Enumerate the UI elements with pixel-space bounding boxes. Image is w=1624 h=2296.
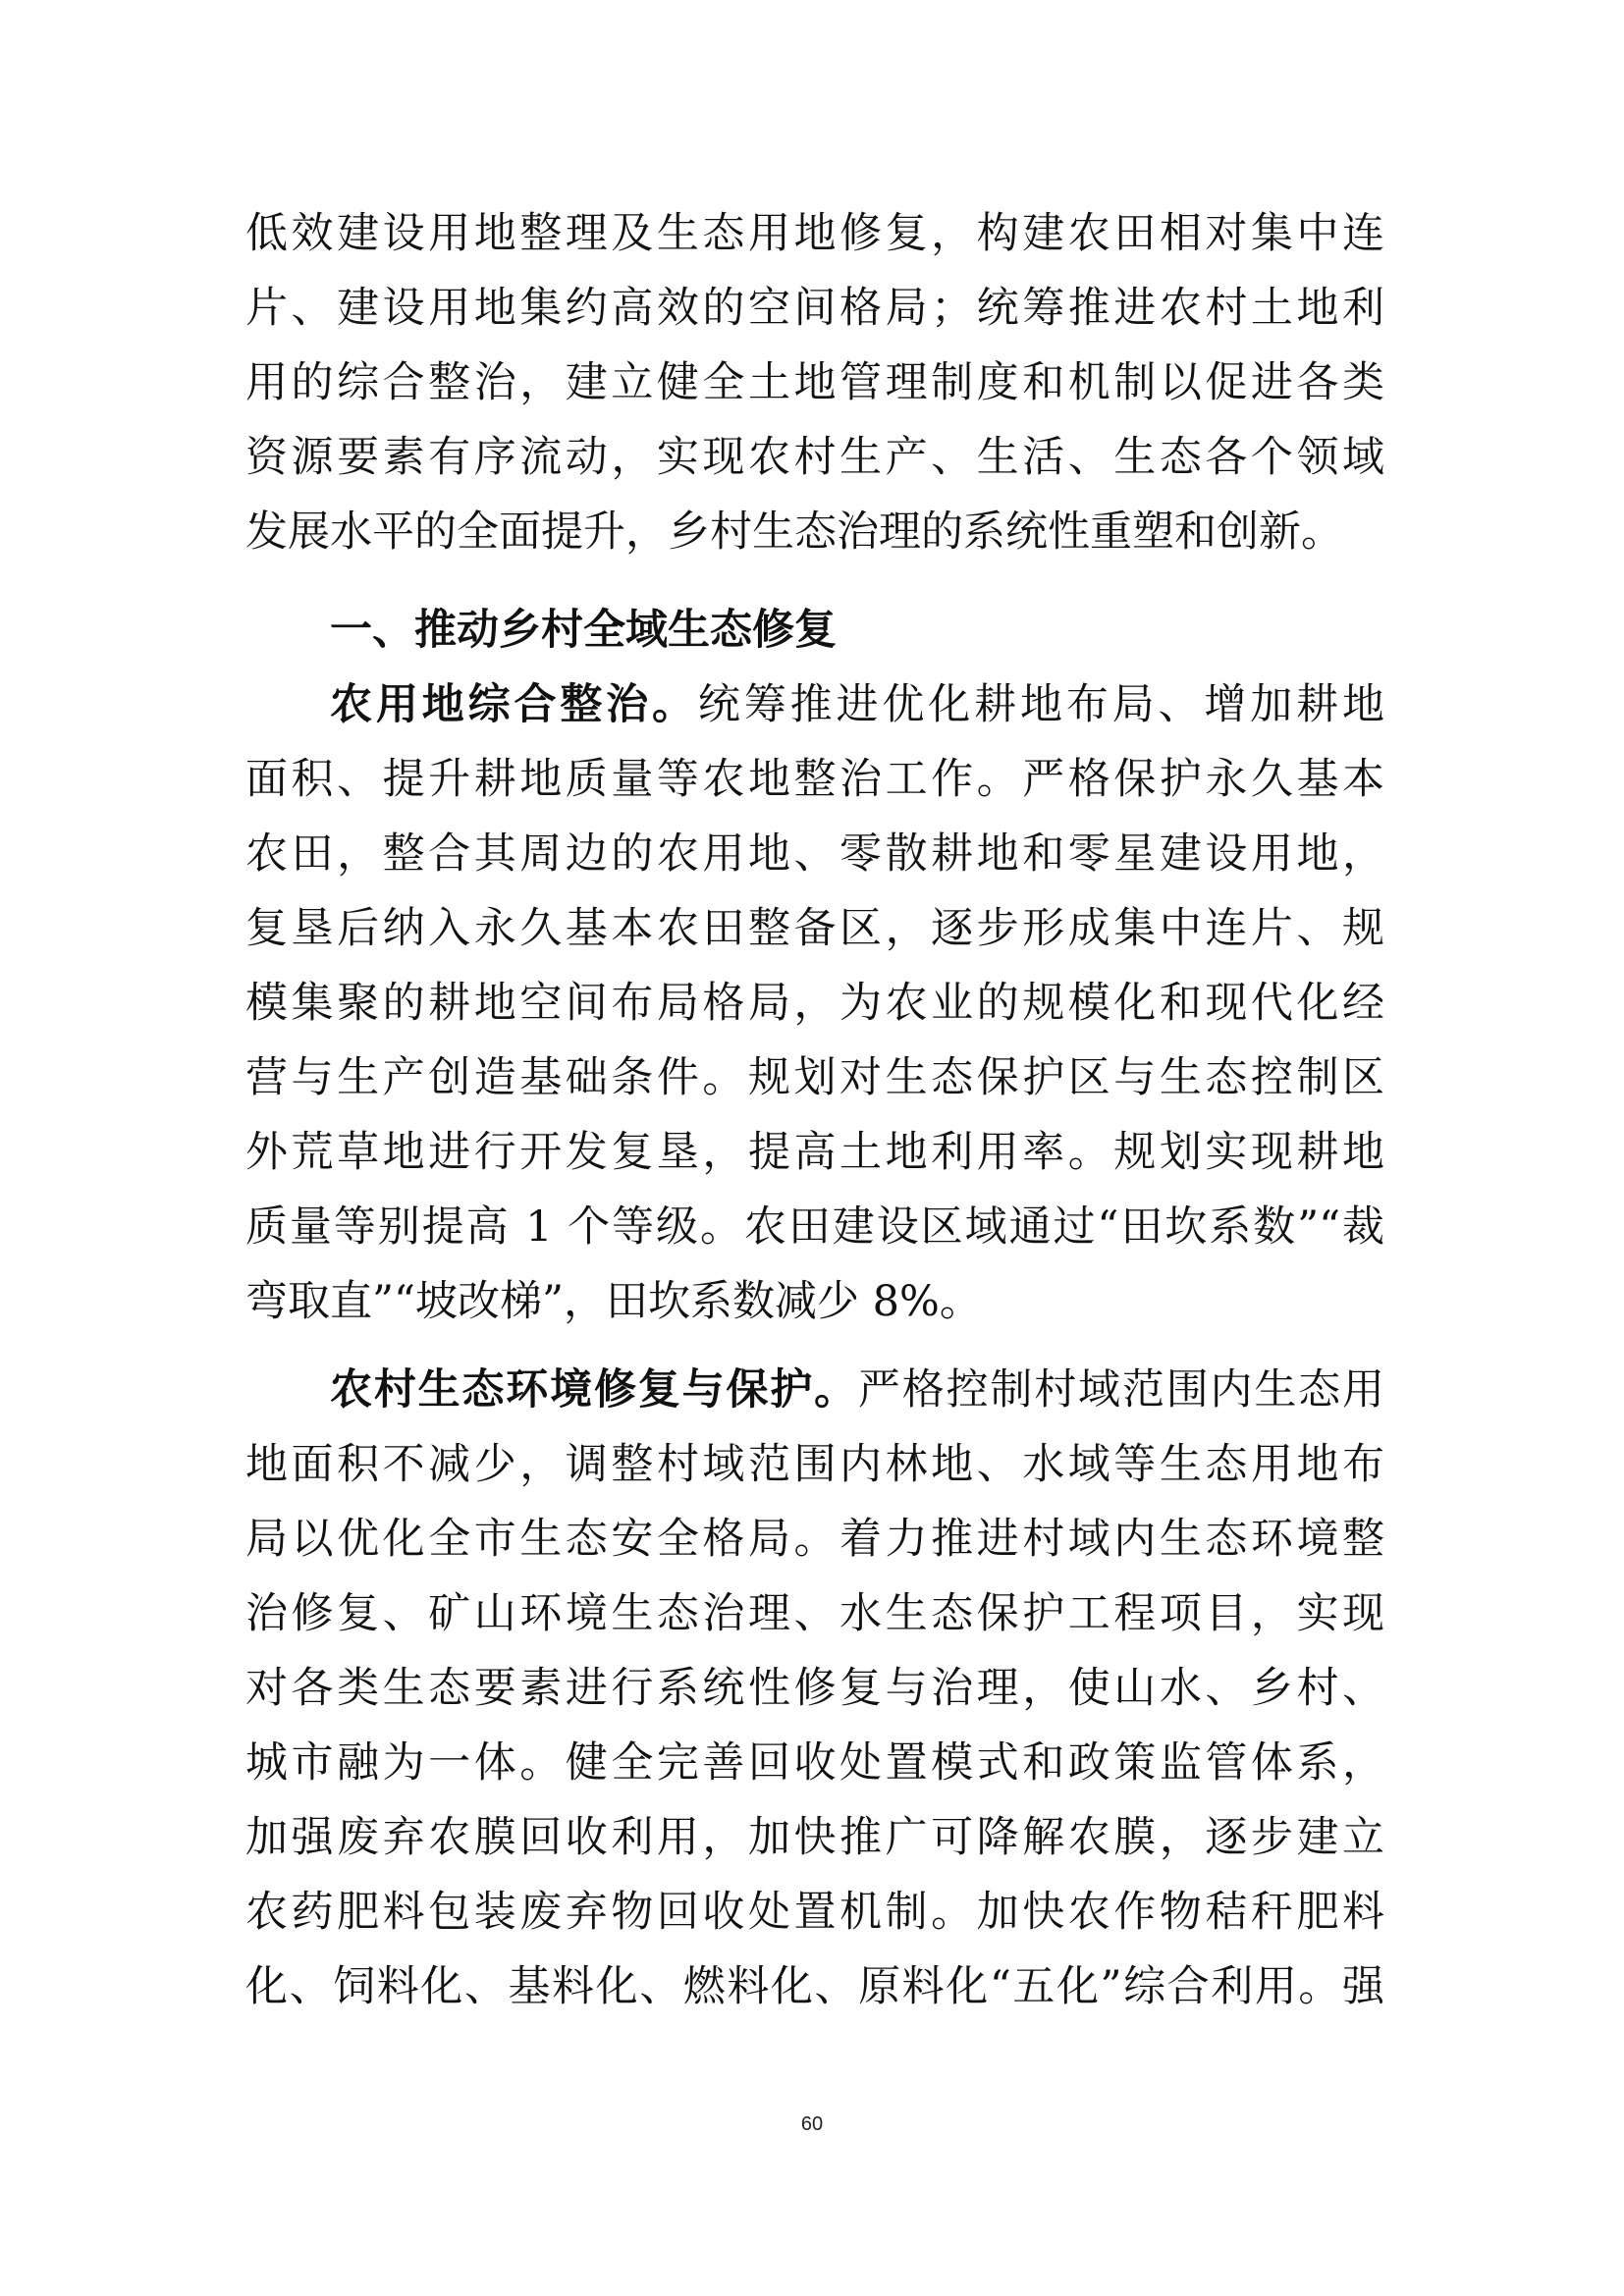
paragraph-first-line: [330, 1353, 1384, 1427]
body-text-line: 资源要素有序流动，实现农村生产、生活、生态各个领域: [245, 433, 1384, 482]
section-heading: 一、推动乡村全域生态修复: [330, 606, 837, 655]
body-text-line: 化、饲料化、基料化、燃料化、原料化“五化”综合利用。强: [245, 1962, 1384, 2011]
body-text-line: 治修复、矿山环境生态治理、水生态保护工程项目，实现: [245, 1589, 1384, 1638]
body-text-line: 农药肥料包装废弃物回收处置机制。加快农作物秸秆肥料: [245, 1888, 1384, 1937]
body-text-line: 面积、提升耕地质量等农地整治工作。严格保护永久基本: [245, 755, 1384, 804]
paragraph-lead-rest: 统筹推进优化耕地布局、增加耕地: [697, 680, 1385, 729]
body-text-line: 低效建设用地整理及生态用地修复，构建农田相对集中连: [245, 209, 1384, 258]
paragraph-lead-rest: 严格控制村域范围内生态用: [857, 1365, 1385, 1415]
paragraph-first-line: [330, 667, 1384, 742]
paragraph-lead-title: 农村生态环境修复与保护。: [330, 1365, 858, 1415]
body-text-line: 营与生产创造基础条件。规划对生态保护区与生态控制区: [245, 1053, 1384, 1102]
body-text-line: 用的综合整治，建立健全土地管理制度和机制以促进各类: [245, 358, 1384, 407]
page-number: 60: [800, 2113, 824, 2135]
body-text-line: 外荒草地进行开发复垦，提高土地利用率。规划实现耕地: [245, 1128, 1384, 1177]
body-text-line: 农田，整合其周边的农用地、零散耕地和零星建设用地，: [245, 829, 1384, 879]
body-text-line: 片、建设用地集约高效的空间格局；统筹推进农村土地利: [245, 284, 1384, 333]
body-text-line: 加强废弃农膜回收利用，加快推广可降解农膜，逐步建立: [245, 1813, 1384, 1862]
body-text-line: 局以优化全市生态安全格局。着力推进村域内生态环境整: [245, 1515, 1384, 1564]
body-text-line: 模集聚的耕地空间布局格局，为农业的规模化和现代化经: [245, 979, 1384, 1028]
body-text-line: 弯取直”“坡改梯”，田坎系数减少 8%。: [245, 1277, 982, 1326]
body-text-line: 地面积不减少，调整村域范围内林地、水域等生态用地布: [245, 1440, 1384, 1489]
paragraph-lead-title: 农用地综合整治。: [330, 680, 698, 729]
body-text-line: 质量等别提高 1 个等级。农田建设区域通过“田坎系数”“裁: [245, 1202, 1384, 1252]
body-text-line: 发展水平的全面提升，乡村生态治理的系统性重塑和创新。: [245, 507, 1343, 557]
body-text-line: 复垦后纳入永久基本农田整备区，逐步形成集中连片、规: [245, 904, 1384, 953]
body-text-line: 城市融为一体。健全完善回收处置模式和政策监管体系，: [245, 1738, 1384, 1788]
body-text-line: 对各类生态要素进行系统性修复与治理，使山水、乡村、: [245, 1664, 1384, 1713]
